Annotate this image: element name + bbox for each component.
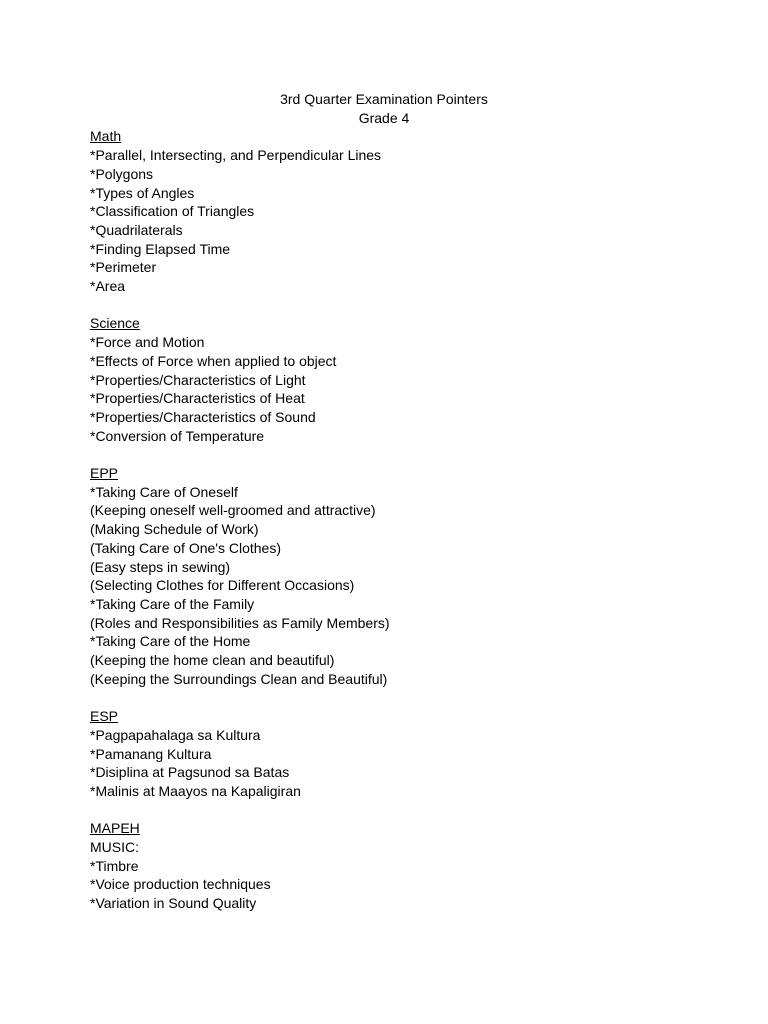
section-heading: EPP xyxy=(90,465,119,482)
section-epp xyxy=(90,464,680,688)
list-item: MUSIC: xyxy=(90,839,139,856)
list-item: *Malinis at Maayos na Kapaligiran xyxy=(90,782,301,799)
section-heading: Science xyxy=(90,315,140,332)
list-item: (Roles and Responsibilities as Family Members) xyxy=(90,614,390,631)
list-item: *Disiplina at Pagsunod sa Batas xyxy=(90,764,290,781)
document-body xyxy=(90,90,680,913)
section-math xyxy=(90,127,680,295)
list-item: *Force and Motion xyxy=(90,334,205,351)
sections-container xyxy=(90,127,680,912)
list-item: *Taking Care of the Family xyxy=(90,595,255,612)
list-item: (Making Schedule of Work) xyxy=(90,521,259,538)
list-item: *Properties/Characteristics of Light xyxy=(90,371,306,388)
list-item: *Taking Care of Oneself xyxy=(90,483,238,500)
list-item: (Taking Care of One's Clothes) xyxy=(90,539,281,556)
list-item: *Quadrilaterals xyxy=(90,221,183,238)
list-item: (Keeping oneself well-groomed and attractive) xyxy=(90,502,376,519)
section-heading: MAPEH xyxy=(90,820,140,837)
list-item: *Pagpapahalaga sa Kultura xyxy=(90,726,261,743)
list-item: *Variation in Sound Quality xyxy=(90,895,257,912)
list-item: *Perimeter xyxy=(90,259,157,276)
section-heading: ESP xyxy=(90,708,119,725)
section-mapeh xyxy=(90,819,680,913)
list-item: *Classification of Triangles xyxy=(90,203,255,220)
section-science xyxy=(90,314,680,445)
title-block xyxy=(90,90,678,127)
list-item: *Conversion of Temperature xyxy=(90,427,265,444)
list-item: *Parallel, Intersecting, and Perpendicular Lines xyxy=(90,147,382,164)
list-item: *Finding Elapsed Time xyxy=(90,240,231,257)
list-item: *Properties/Characteristics of Sound xyxy=(90,408,316,425)
list-item: *Types of Angles xyxy=(90,184,195,201)
list-item: *Pamanang Kultura xyxy=(90,745,212,762)
list-item: *Effects of Force when applied to object xyxy=(90,352,337,369)
document-subtitle: Grade 4 xyxy=(358,109,410,126)
list-item: *Polygons xyxy=(90,165,154,182)
section-heading: Math xyxy=(90,128,122,145)
list-item: (Easy steps in sewing) xyxy=(90,558,231,575)
list-item: (Keeping the home clean and beautiful) xyxy=(90,652,335,669)
list-item: *Properties/Characteristics of Heat xyxy=(90,390,305,407)
list-item: *Voice production techniques xyxy=(90,876,271,893)
section-esp xyxy=(90,707,680,801)
list-item: *Taking Care of the Home xyxy=(90,633,251,650)
list-item: *Timbre xyxy=(90,857,139,874)
document-title: 3rd Quarter Examination Pointers xyxy=(280,91,488,107)
list-item: (Selecting Clothes for Different Occasions) xyxy=(90,577,355,594)
list-item: *Area xyxy=(90,278,126,295)
list-item: (Keeping the Surroundings Clean and Beautiful) xyxy=(90,670,388,687)
